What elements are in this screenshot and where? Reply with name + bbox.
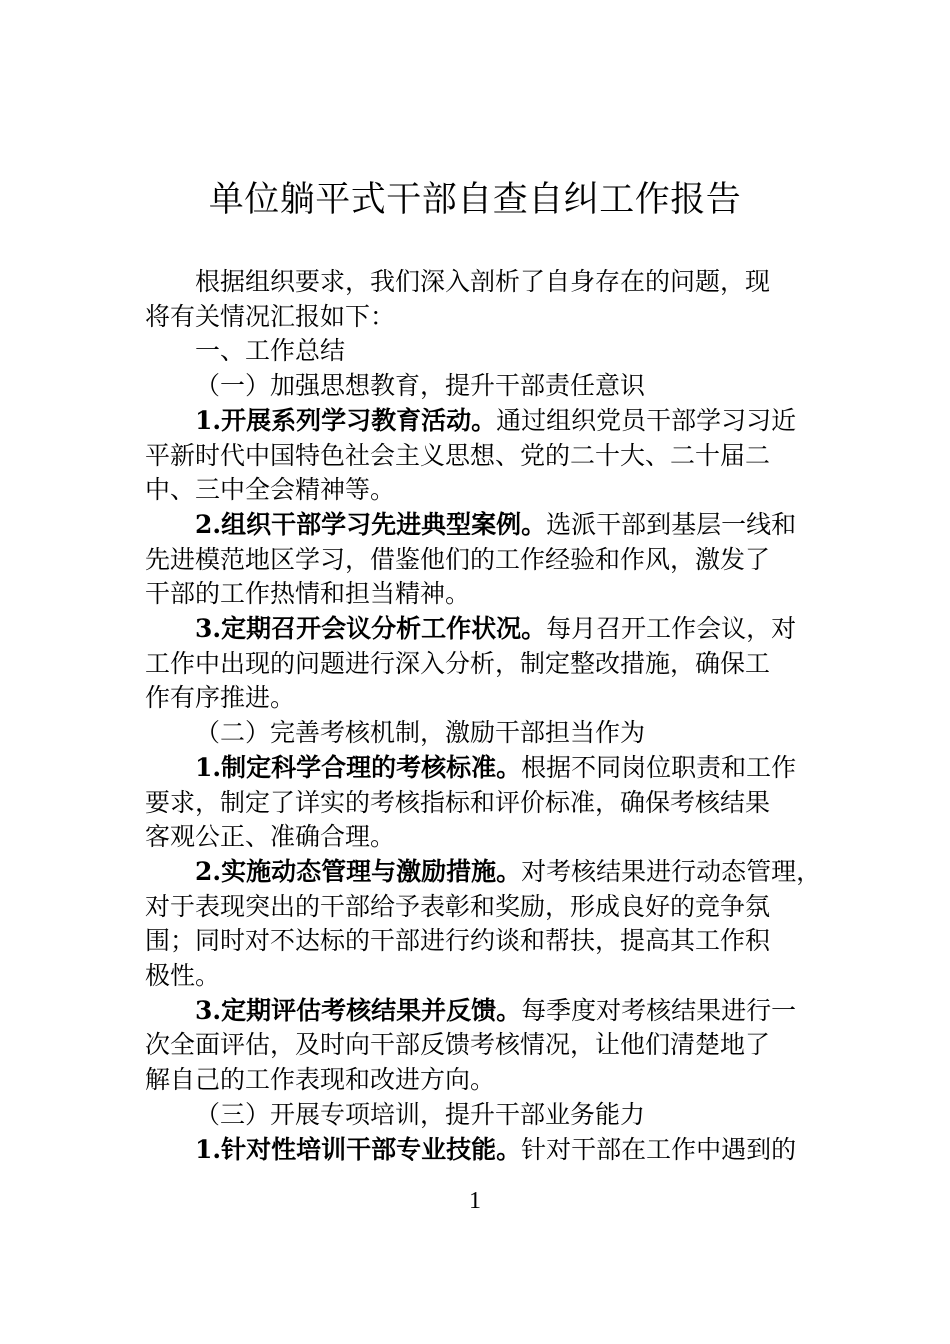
text-line (145, 994, 835, 1029)
text-line (145, 265, 835, 300)
bold-heading: 制定科学合理的考核标准。 (221, 752, 522, 782)
body-text: 根据不同岗位职责和工作 (521, 752, 797, 782)
text-line (145, 959, 835, 994)
body-text: 每季度对考核结果进行一 (521, 995, 797, 1025)
text-line (145, 404, 835, 439)
item-number: 1. (195, 405, 222, 435)
paragraph (145, 404, 835, 508)
paragraph (145, 1133, 835, 1168)
paragraph (145, 265, 835, 334)
body-text: 围；同时对不达标的干部进行约谈和帮扶，提高其工作积 (145, 926, 771, 956)
body-text: 解自己的工作表现和改进方向。 (145, 1065, 496, 1095)
body-text: （二）完善考核机制，激励干部担当作为 (195, 718, 646, 748)
document-body (145, 265, 835, 1167)
text-line (145, 681, 835, 716)
text-line (145, 855, 835, 890)
item-number: 3. (195, 614, 222, 644)
text-line (145, 1098, 835, 1133)
body-text: 通过组织党员干部学习习近 (496, 405, 797, 435)
document-title: 单位躺平式干部自查自纠工作报告 (208, 180, 742, 220)
bold-heading: 组织干部学习先进典型案例。 (221, 509, 547, 539)
body-text: 先进模范地区学习，借鉴他们的工作经验和作风，激发了 (145, 544, 771, 574)
text-line (145, 612, 835, 647)
bold-heading: 针对性培训干部专业技能。 (221, 1134, 522, 1164)
paragraph (145, 334, 835, 369)
body-text: 根据组织要求，我们深入剖析了自身存在的问题，现 (195, 267, 771, 296)
text-line (145, 300, 835, 335)
text-line (145, 473, 835, 508)
text-line (145, 543, 835, 578)
body-text: 作有序推进。 (145, 683, 296, 713)
body-text: 将有关情况汇报如下： (145, 301, 396, 331)
paragraph (145, 994, 835, 1098)
text-line (145, 1028, 835, 1063)
text-line (145, 924, 835, 959)
body-text: （一）加强思想教育，提升干部责任意识 (195, 371, 646, 401)
bold-heading: 实施动态管理与激励措施。 (221, 856, 522, 886)
body-text: 极性。 (145, 961, 221, 991)
body-text: 中、三中全会精神等。 (145, 475, 396, 505)
text-line (145, 786, 835, 821)
body-text: 对于表现突出的干部给予表彰和奖励，形成良好的竞争氛 (145, 891, 771, 921)
text-line (145, 1063, 835, 1098)
text-line (145, 1133, 835, 1168)
body-text: 选派干部到基层一线和 (546, 509, 797, 539)
body-text: 干部的工作热情和担当精神。 (145, 579, 471, 609)
item-number: 1. (195, 752, 222, 782)
text-line (145, 508, 835, 543)
paragraph (145, 1098, 835, 1133)
item-number: 2. (195, 509, 222, 539)
bold-heading: 定期评估考核结果并反馈。 (221, 995, 522, 1025)
text-line (145, 439, 835, 474)
item-number: 3. (195, 995, 222, 1025)
bold-heading: 定期召开会议分析工作状况。 (221, 614, 547, 644)
body-text: 次全面评估，及时向干部反馈考核情况，让他们清楚地了 (145, 1030, 771, 1060)
body-text: 每月召开工作会议，对 (546, 614, 797, 644)
paragraph (145, 855, 835, 994)
text-line (145, 751, 835, 786)
body-text: 对考核结果进行动态管理， (521, 856, 822, 886)
text-line (145, 716, 835, 751)
paragraph (145, 612, 835, 716)
text-line (145, 334, 835, 369)
body-text: 针对干部在工作中遇到的 (521, 1134, 797, 1164)
page-number: 1 (469, 1188, 481, 1214)
body-text: 工作中出现的问题进行深入分析，制定整改措施，确保工 (145, 648, 771, 678)
text-line (145, 577, 835, 612)
paragraph (145, 369, 835, 404)
item-number: 2. (195, 856, 222, 886)
body-text: 一、工作总结 (195, 336, 346, 366)
paragraph (145, 508, 835, 612)
body-text: 要求，制定了详实的考核指标和评价标准，确保考核结果 (145, 787, 771, 817)
body-text: 平新时代中国特色社会主义思想、党的二十大、二十届二 (145, 440, 771, 470)
paragraph (145, 751, 835, 855)
bold-heading: 开展系列学习教育活动。 (221, 405, 497, 435)
text-line (145, 820, 835, 855)
item-number: 1. (195, 1134, 222, 1164)
text-line (145, 369, 835, 404)
body-text: 客观公正、准确合理。 (145, 822, 396, 852)
body-text: （三）开展专项培训，提升干部业务能力 (195, 1099, 646, 1129)
text-line (145, 647, 835, 682)
paragraph (145, 716, 835, 751)
text-line (145, 890, 835, 925)
